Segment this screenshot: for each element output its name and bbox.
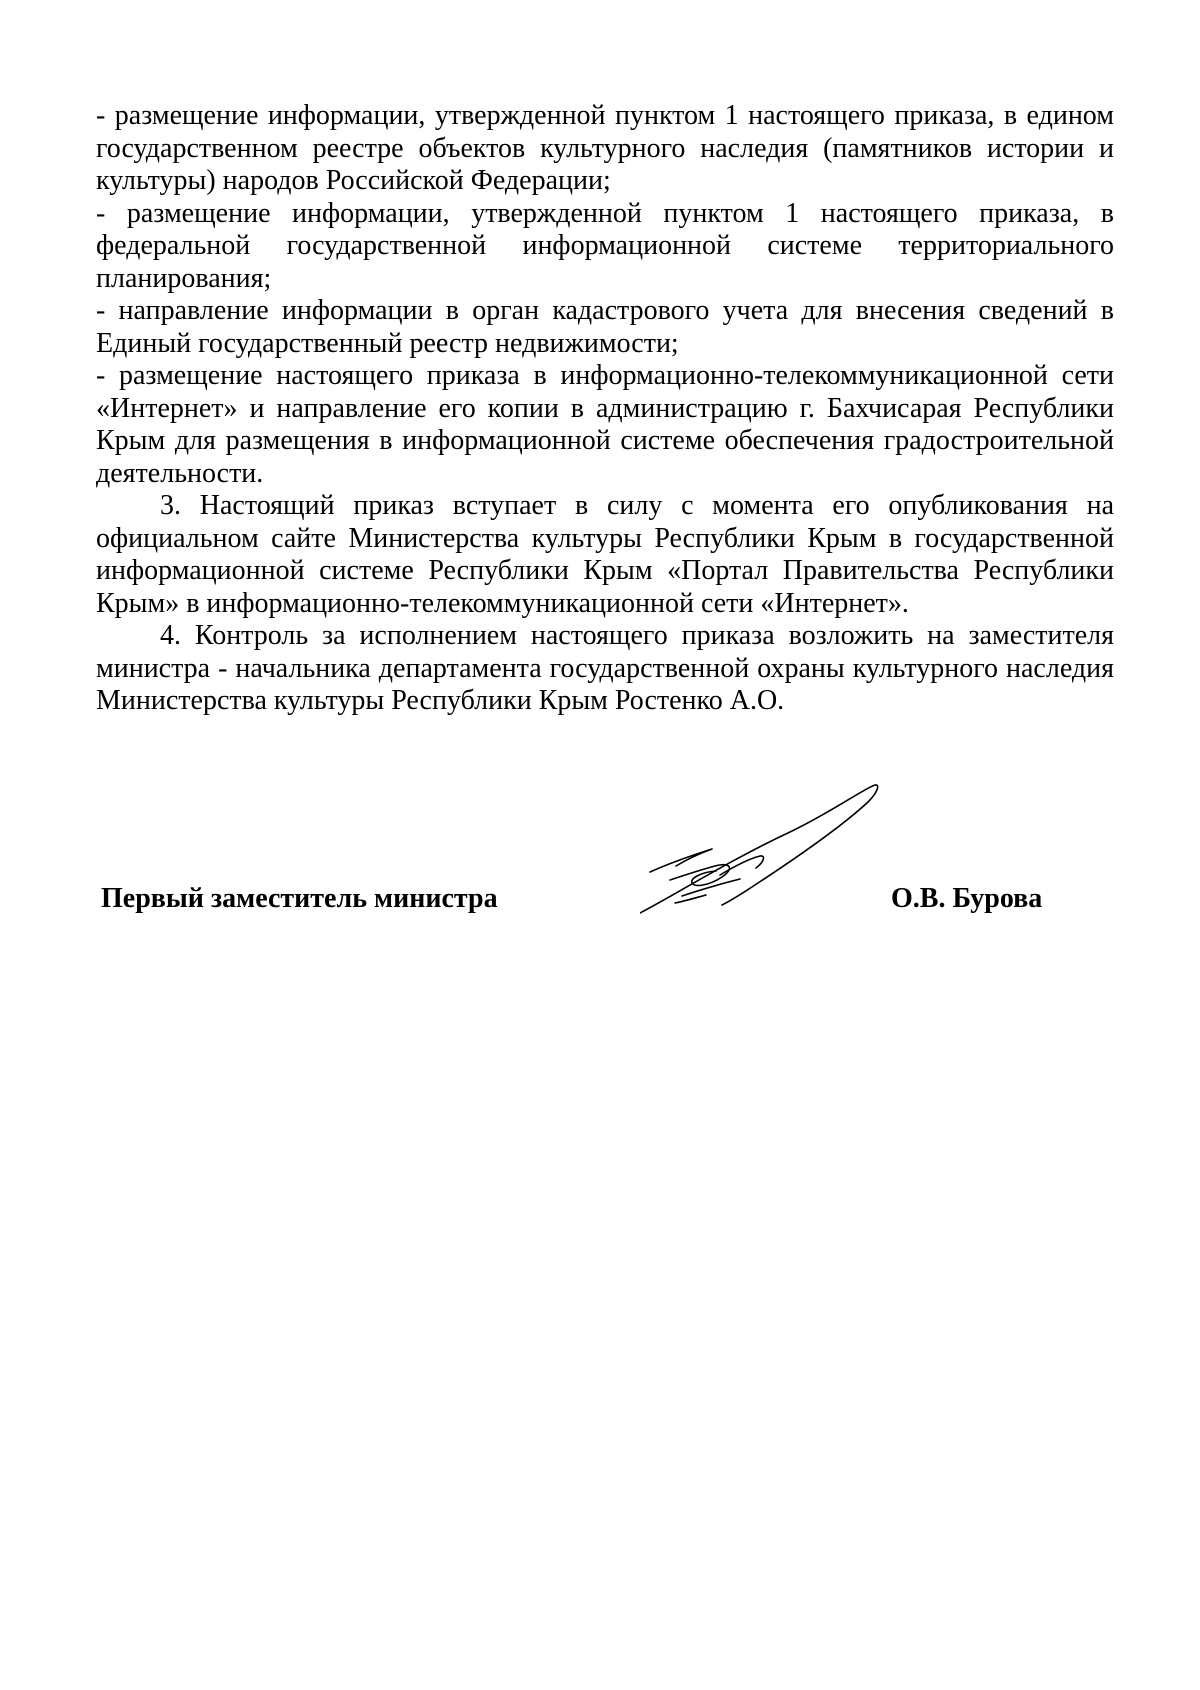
paragraph-fgis-placement: - размещение информации, утвержденной пунктом 1 настоящего приказа, в федеральной государственной информационной системе территориального планирования; bbox=[96, 197, 1114, 294]
paragraph-item-4: 4. Контроль за исполнением настоящего приказа возложить на заместителя министра - начальника департамента государственной охраны культурного наследия Министерства культуры Республики Крым Ростенко А.О. bbox=[96, 620, 1114, 716]
paragraph-register-placement: - размещение информации, утвержденной пунктом 1 настоящего приказа, в едином государственном реестре объектов культурного наследия (памятников истории и культуры) народов Российской Федерации; bbox=[96, 100, 1114, 196]
paragraph-internet-placement: - размещение настоящего приказа в информационно-телекоммуникационной сети «Интернет» и направление его копии в администрацию г. Бахчисарая Республики Крым для размещения в информационной системе обеспечения градостроительной деятельности. bbox=[96, 360, 1114, 489]
signatory-name: О.В. Бурова bbox=[891, 883, 1043, 914]
paragraph-item-3: 3. Настоящий приказ вступает в силу с момента его опубликования на официальном сайте Министерства культуры Республики Крым в государственной информационной системе Республики Крым «Портал Правительства Республики Крым» в информационно-телекоммуникационной сети «Интернет». bbox=[96, 490, 1114, 619]
paragraph-cadastral-direction: - направление информации в орган кадастрового учета для внесения сведений в Единый государственный реестр недвижимости; bbox=[96, 295, 1114, 359]
signatory-position: Первый заместитель министра bbox=[101, 883, 498, 914]
handwritten-signature bbox=[640, 780, 920, 930]
